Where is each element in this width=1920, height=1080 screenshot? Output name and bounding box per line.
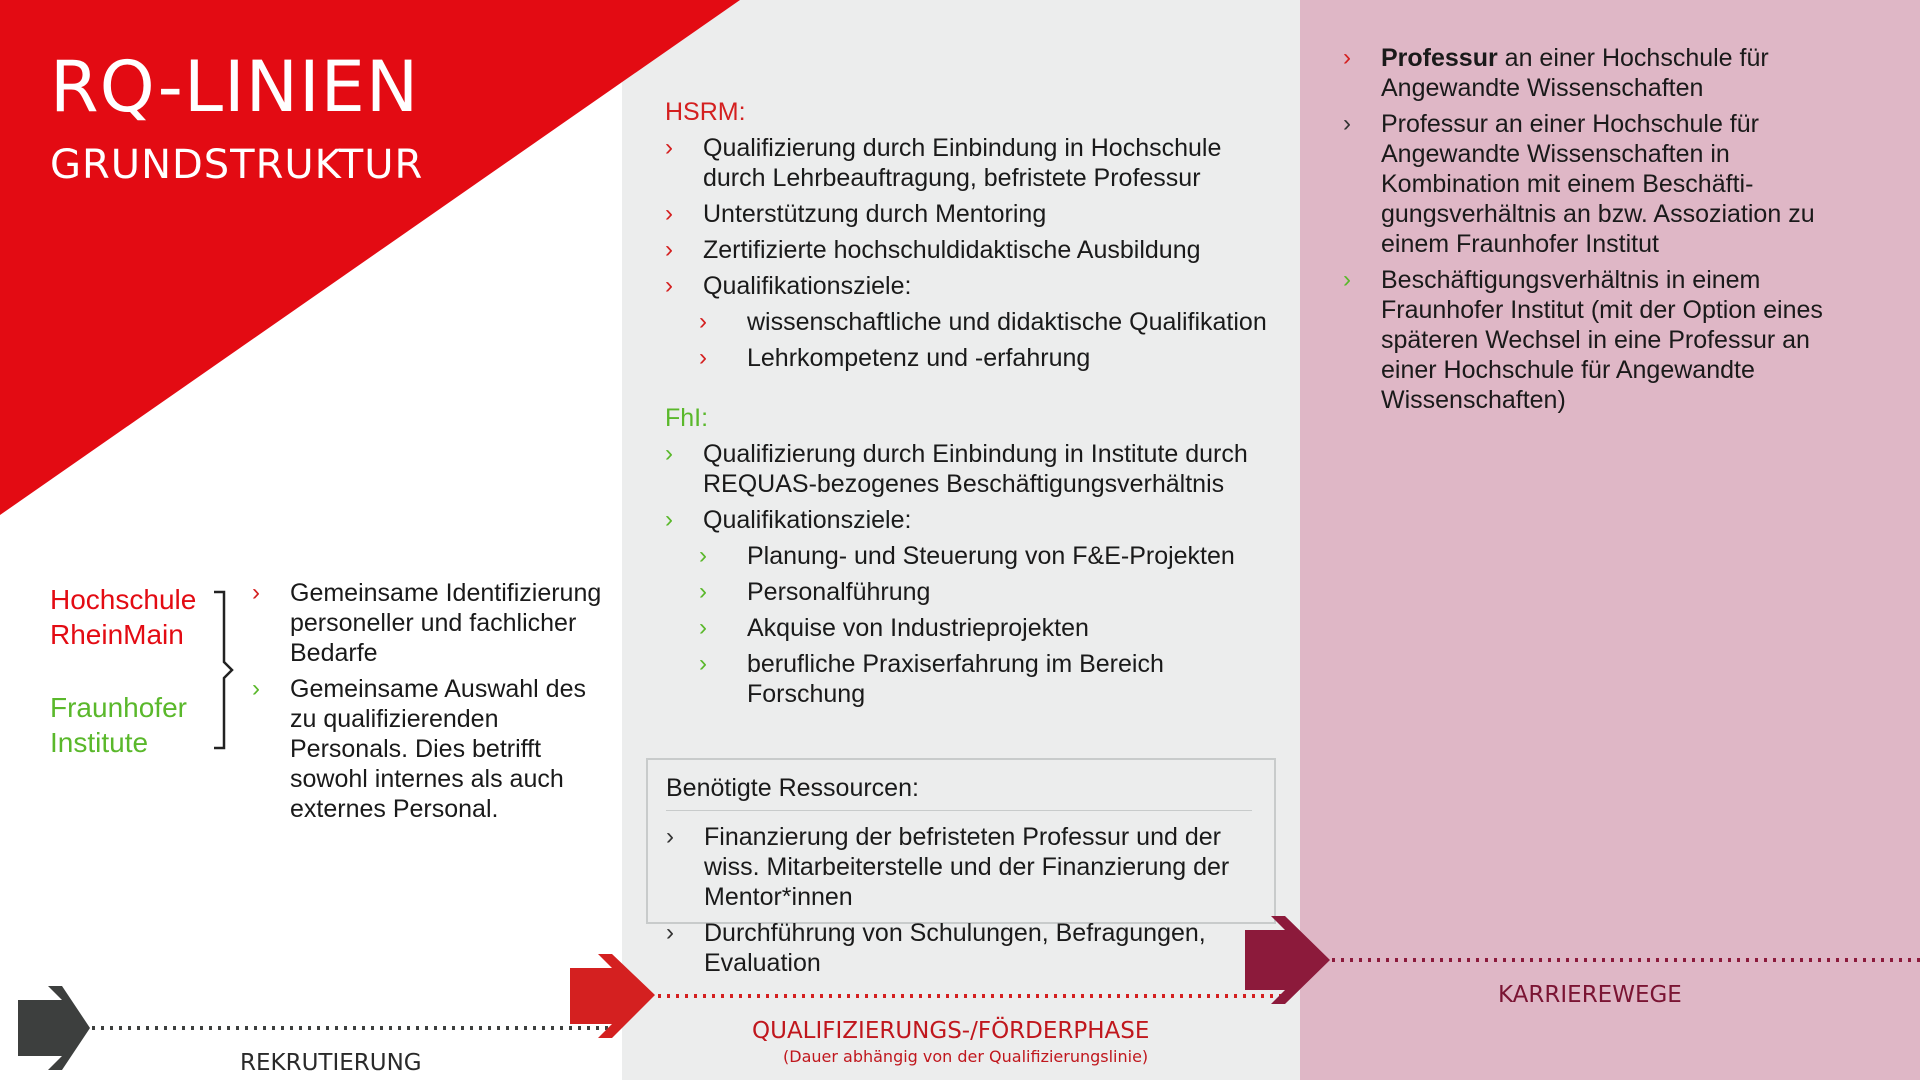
chevron-right-icon: › [665, 134, 673, 161]
institution-hsrm-line1: Hochschule [50, 584, 197, 615]
list-item: › Qualifizierung durch Einbindung in Institute durch REQUAS-bezogenes Beschäftigungsverhältnis [665, 440, 1248, 498]
arrow-red-icon [570, 954, 655, 1038]
list-item: › Finanzierung der befristeten Professur und der wiss. Mitarbeiterstelle und der Finanzierung der Mentor*innen [666, 823, 1230, 911]
list-item: › Akquise von Industrieprojekten [699, 614, 1089, 642]
chevron-right-icon: › [665, 506, 673, 533]
phase-note-qualification: (Dauer abhängig von der Qualifizierungslinie) [783, 1047, 1149, 1066]
list-item: › Professur an einer Hochschule für Angewandte Wissenschaften [1343, 44, 1769, 102]
chevron-right-icon: › [1343, 110, 1351, 137]
chevron-right-icon: › [252, 675, 260, 702]
chevron-right-icon: › [699, 614, 707, 641]
phase-label-recruitment: REKRUTIERUNG [240, 1050, 422, 1076]
hsrm-heading: HSRM: [665, 98, 746, 126]
chevron-right-icon: › [666, 823, 674, 850]
chevron-right-icon: › [665, 272, 673, 299]
chevron-right-icon: › [699, 344, 707, 371]
arrow-wine-icon [1245, 916, 1330, 1004]
chevron-right-icon: › [699, 542, 707, 569]
chevron-right-icon: › [699, 650, 707, 677]
institution-fhi-line1: Fraunhofer [50, 692, 187, 723]
list-item: › Beschäftigungsverhältnis in einem Fraunhofer Institut (mit der Option eines späteren Wechsel in eine Professur an einer Hochschule für Angewandte Wissenschaften) [1343, 266, 1823, 414]
list-item: › Qualifikationsziele: [665, 272, 912, 300]
recruitment-item: › Gemeinsame Auswahl des zu qualifizierenden Personals. Dies betrifft sowohl internes als auch externes Personal. [252, 675, 586, 823]
list-item: › Professur an einer Hochschule für Angewandte Wissenschaften in Kombination mit einem Beschäfti-gungsverhältnis an bzw. Assoziation zu einem Fraunhofer Institut [1343, 110, 1815, 258]
chevron-right-icon: › [1343, 44, 1351, 71]
page-subtitle: GRUNDSTRUKTUR [50, 142, 424, 188]
recruitment-item: › Gemeinsame Identifizierung personeller und fachlicher Bedarfe [252, 579, 602, 667]
list-item: › Qualifikationsziele: [665, 506, 912, 534]
list-item: › Lehrkompetenz und -erfahrung [699, 344, 1091, 372]
page-title: RQ-LINIEN [50, 46, 420, 128]
phase-label-qualification: QUALIFIZIERUNGS-/FÖRDERPHASE [752, 1018, 1150, 1044]
chevron-right-icon: › [699, 578, 707, 605]
chevron-right-icon: › [665, 200, 673, 227]
resources-title: Benötigte Ressourcen: [666, 774, 919, 802]
phase-label-career: KARRIEREWEGE [1498, 982, 1682, 1008]
institution-hsrm-line2: RheinMain [50, 619, 184, 650]
chevron-right-icon: › [1343, 266, 1351, 293]
list-item: › wissenschaftliche und didaktische Qualifikation [699, 308, 1267, 336]
list-item: › Durchführung von Schulungen, Befragungen, Evaluation [666, 919, 1206, 977]
list-item: › Unterstützung durch Mentoring [665, 200, 1047, 228]
institution-fhi-line2: Institute [50, 727, 149, 758]
chevron-right-icon: › [252, 579, 260, 606]
list-item: › berufliche Praxiserfahrung im Bereich Forschung [699, 650, 1164, 708]
list-item: › Personalführung [699, 578, 931, 606]
list-item: › Qualifizierung durch Einbindung in Hochschule durch Lehrbeauftragung, befristete Professur [665, 134, 1222, 192]
list-item: › Planung- und Steuerung von F&E-Projekten [699, 542, 1235, 570]
chevron-right-icon: › [665, 236, 673, 263]
chevron-right-icon: › [699, 308, 707, 335]
list-item: › Zertifizierte hochschuldidaktische Ausbildung [665, 236, 1201, 264]
arrow-dark-icon [18, 986, 90, 1070]
chevron-right-icon: › [665, 440, 673, 467]
fhi-heading: FhI: [665, 404, 709, 432]
chevron-right-icon: › [666, 919, 674, 946]
